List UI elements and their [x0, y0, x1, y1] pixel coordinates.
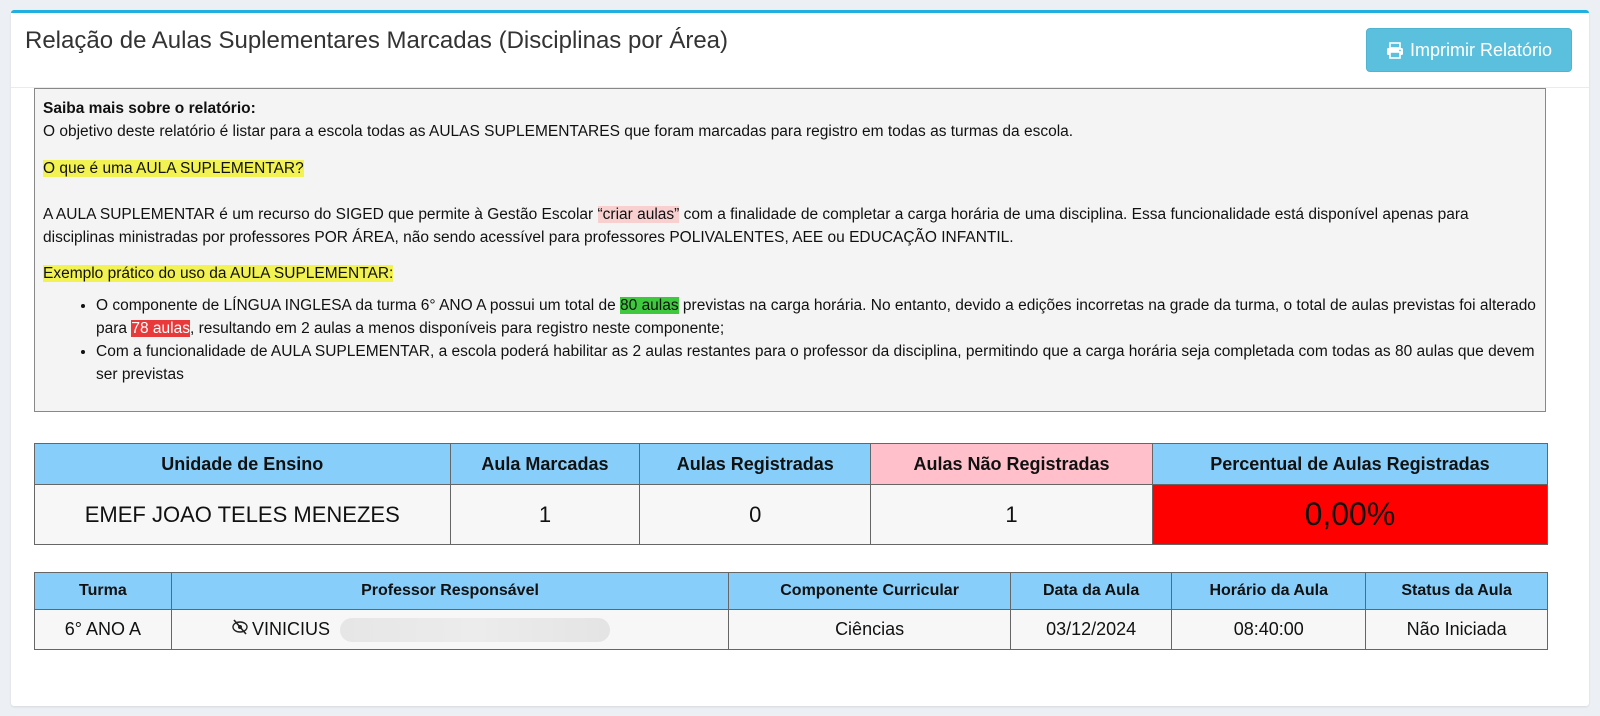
professor-name: VINICIUS [251, 619, 330, 639]
col-header-professor: Professor Responsável [171, 573, 728, 610]
cell-percentual: 0,00% [1152, 485, 1547, 545]
col-header-aulas-nao-registradas: Aulas Não Registradas [871, 444, 1153, 485]
example-list [43, 294, 1537, 386]
table-row [35, 485, 1548, 545]
highlight-80-aulas: 80 aulas [620, 297, 679, 314]
col-header-turma: Turma [35, 573, 172, 610]
info-question: O que é uma AULA SUPLEMENTAR? [43, 160, 304, 177]
cell-horario: 08:40:00 [1172, 610, 1366, 650]
list-item: • O componente de LÍNGUA INGLESA da turma 6° ANO A possui um total de 80 aulas previstas na carga horária. No entanto, devido a edições incorretas na grade da turma, o total de aulas previstas foi alterado para 78 aulas, resultando em 2 aulas a menos disponíveis para registro neste componente; [96, 294, 1537, 340]
cell-aulas-registradas: 0 [640, 485, 871, 545]
info-heading: Saiba mais sobre o relatório: [43, 100, 256, 117]
cell-data: 03/12/2024 [1010, 610, 1171, 650]
detail-table [34, 572, 1548, 650]
highlight-78-aulas: 78 aulas [131, 320, 190, 337]
col-header-status: Status da Aula [1366, 573, 1548, 610]
print-button-label: Imprimir Relatório [1409, 39, 1553, 60]
col-header-percentual: Percentual de Aulas Registradas [1152, 444, 1547, 485]
cell-turma: 6° ANO A [35, 610, 172, 650]
col-header-componente: Componente Curricular [729, 573, 1011, 610]
col-header-horario: Horário da Aula [1172, 573, 1366, 610]
highlight-criar-aulas: “criar aulas” [597, 206, 680, 223]
cell-status: Não Iniciada [1366, 610, 1548, 650]
info-objective: O objetivo deste relatório é listar para a escola todas as AULAS SUPLEMENTARES que foram marcadas para registro em todas as turmas da escola. [43, 123, 1074, 140]
table-row [35, 610, 1548, 650]
cell-aulas-nao-registradas: 1 [871, 485, 1153, 545]
printer-icon [1386, 42, 1404, 59]
col-header-data: Data da Aula [1010, 573, 1171, 610]
page-title: Relação de Aulas Suplementares Marcadas (Disciplinas por Área) [25, 27, 729, 54]
cell-unidade: EMEF JOAO TELES MENEZES [35, 485, 451, 545]
redacted-surname [340, 618, 610, 642]
info-definition: A AULA SUPLEMENTAR é um recurso do SIGED que permite à Gestão Escolar “criar aulas” com a finalidade de completar a carga horária de uma disciplina. Essa funcionalidade está disponível apenas para disciplinas ministradas por professores POR ÁREA, não sendo acessível para professores POLIVALENTES, AEE ou EDUCAÇÃO INFANTIL. [43, 206, 1469, 246]
info-example-heading: Exemplo prático do uso da AULA SUPLEMENTAR: [43, 265, 394, 282]
col-header-aulas-registradas: Aulas Registradas [640, 444, 871, 485]
print-report-button[interactable] [1366, 28, 1572, 72]
col-header-unidade: Unidade de Ensino [35, 444, 451, 485]
report-info-box [34, 88, 1546, 412]
cell-aula-marcadas: 1 [450, 485, 640, 545]
detail-header-row [35, 573, 1548, 610]
cell-professor [171, 610, 728, 650]
col-header-aula-marcadas: Aula Marcadas [450, 444, 640, 485]
panel-header [11, 13, 1589, 88]
summary-table [34, 443, 1548, 545]
hidden-name-icon [230, 618, 250, 641]
list-item: • Com a funcionalidade de AULA SUPLEMENTAR, a escola poderá habilitar as 2 aulas restantes para o professor da disciplina, permitindo que a carga horária seja completada com todas as 80 aulas que devem ser previstas [96, 340, 1537, 386]
cell-componente: Ciências [729, 610, 1011, 650]
summary-header-row [35, 444, 1548, 485]
